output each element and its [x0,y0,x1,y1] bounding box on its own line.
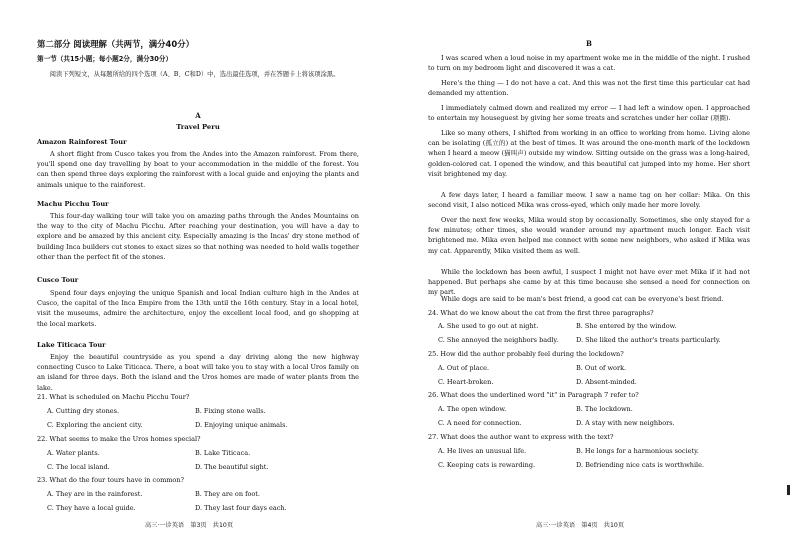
question-23: 23. What do the four tours have in common? [37,476,185,484]
question-27-option-a: A. He lives an unusual life. [438,447,527,455]
question-25-option-b: B. Out of work. [576,364,627,372]
question-21-option-c: C. Exploring the ancient city. [47,421,143,429]
question-27: 27. What does the author want to express with the text? [428,433,614,441]
tour-title-cusco: Cusco Tour [37,276,79,284]
question-26: 26. What does the underlined word "it" in Paragraph 7 refer to? [428,391,639,399]
question-25-option-d: D. Absent-minded. [576,378,637,386]
question-26-option-b: B. The lockdown. [576,405,633,413]
question-21-option-b: B. Fixing stone walls. [195,407,266,415]
question-22: 22. What seems to make the Uros homes special? [37,435,201,443]
question-21: 21. What is scheduled on Machu Picchu Tour? [37,393,190,401]
question-25: 25. How did the author probably feel during the lockdown? [428,350,624,358]
question-27-option-d: D. Befriending nice cats is worthwhile. [576,461,705,469]
question-24-option-c: C. She annoyed the neighbors badly. [438,336,559,344]
paragraph-4: Like so many others, I shifted from working in an office to working from home. Living alone can be isolating (孤立的) at the best of times. It was around the one-month mark of the lockdown when I heard a meow (猫叫声) outside my window. Sitting outside on the grass was a long-haired, golden-colored cat. I opened the window, and this beautiful cat jumped into my home. Her short visit brightened my day. [428,129,750,178]
part-heading: 第一节（共15小题；每小题2分，满分30分） [37,55,173,63]
paragraph-2: Here's the thing — I do not have a cat. And this was not the first time this particular cat had demanded my attention. [428,79,750,98]
tour-title-machu-picchu: Machu Picchu Tour [37,200,109,208]
passage-letter-b: B [586,39,592,48]
question-27-option-c: C. Keeping cats is rewarding. [438,461,536,469]
paragraph-7: While the lockdown has been awful, I suspect I might not have ever met Mika if it had not happened. But perhaps she came by at this time because she sensed a need for connection on my part. [428,268,750,297]
question-23-option-c: C. They have a local guide. [47,504,136,512]
question-24-option-a: A. She used to go out at night. [438,322,539,330]
question-22-option-d: D. The beautiful sight. [195,463,269,471]
passage-letter-a: A [195,111,201,120]
question-24-option-b: B. She entered by the window. [576,322,677,330]
paragraph-1: I was scared when a loud noise in my apartment woke me in the middle of the night. I rushed to turn on my bedroom light and discovered it was a cat. [428,54,750,73]
question-25-option-a: A. Out of place. [438,364,490,372]
page-footer-right: 高三·一诊英语 第4页 共10页 [536,522,625,529]
tour-text-titicaca: Enjoy the beautiful countryside as you spend a day driving along the new highway connecting Cusco to Lake Titicaca. There, a boat will take you to stay with a local Uros family on an island for three days. Both the island and the Uros homes are made of water plants from the lake. [37,353,359,392]
tour-title-titicaca: Lake Titicaca Tour [37,341,106,349]
paragraph-3: I immediately calmed down and realized my error — I had left a window open. I approached to entertain my houseguest by giving her some treats and scratches under her collar (项圈). [428,104,750,123]
tour-text-machu-picchu: This four-day walking tour will take you on amazing paths through the Andes Mountains on the way to the city of Machu Picchu. After reaching your destination, you will have a day to explore and be amazed by this ancient city. Especially amazing is the Incas' dry stone method of building Inca builders cut stones to exact sizes so that nothing was needed to hold walls together other than the perfect fit of the stones. [37,212,359,261]
question-25-option-c: C. Heart-broken. [438,378,494,386]
page-footer-left: 高三·一诊英语 第3页 共10页 [145,522,234,529]
question-23-option-d: D. They last four days each. [195,504,287,512]
question-23-option-a: A. They are in the rainforest. [47,490,143,498]
question-22-option-b: B. Lake Titicaca. [195,449,251,457]
binding-edge-mark [787,485,790,495]
question-24-option-d: D. She liked the author's treats particularly. [576,336,721,344]
paragraph-5: A few days later, I heard a familiar meow. I saw a name tag on her collar: Mika. On this second visit, I also noticed Mika was cross-eyed, which only made her more lovely. [428,191,750,210]
paragraph-8: While dogs are said to be man's best friend, a good cat can be everyone's best friend. [441,295,724,303]
tour-text-cusco: Spend four days enjoying the unique Spanish and local Indian culture high in the Andes at Cusco, the capital of the Inca Empire from the 13th until the 16th century. Stay in a local hotel, visit the museums, admire the architecture, enjoy the excellent local food, and go shopping at the local markets. [37,289,359,328]
tour-text-amazon: A short flight from Cusco takes you from the Andes into the Amazon rainforest. From there, you'll spend one day travelling by boat to your accommodation in the middle of the forest. You can then spend three days exploring the rainforest with a local guide and enjoying the plants and animals unique to the rainforest. [37,150,359,189]
question-21-option-d: D. Enjoying unique animals. [195,421,288,429]
question-22-option-c: C. The local island. [47,463,110,471]
question-27-option-b: B. He longs for a harmonious society. [576,447,699,455]
paragraph-6: Over the next few weeks, Mika would stop by occasionally. Sometimes, she only stayed for a few minutes; other times, she would wander around my apartment much longer. Each visit brightened me. Mika even helped me connect with some new neighbors, who asked if Mika was my cat. Apparently, Mika visited them as well. [428,216,750,255]
question-24: 24. What do we know about the cat from the first three paragraphs? [428,309,654,317]
question-26-option-c: C. A need for connection. [438,419,522,427]
question-26-option-d: D. A stay with new neighbors. [576,419,675,427]
question-26-option-a: A. The open window. [438,405,507,413]
question-21-option-a: A. Cutting dry stones. [47,407,120,415]
question-23-option-b: B. They are on foot. [195,490,260,498]
section-heading: 第二部分 阅读理解（共两节，满分40分） [37,39,194,49]
passage-title: Travel Peru [176,123,220,131]
question-22-option-a: A. Water plants. [47,449,100,457]
instructions: 阅读下列短文，从每题所给的四个选项（A、B、C和D）中，选出最佳选项，并在答题卡上将该项涂黑。 [49,71,340,78]
tour-title-amazon: Amazon Rainforest Tour [37,138,127,146]
